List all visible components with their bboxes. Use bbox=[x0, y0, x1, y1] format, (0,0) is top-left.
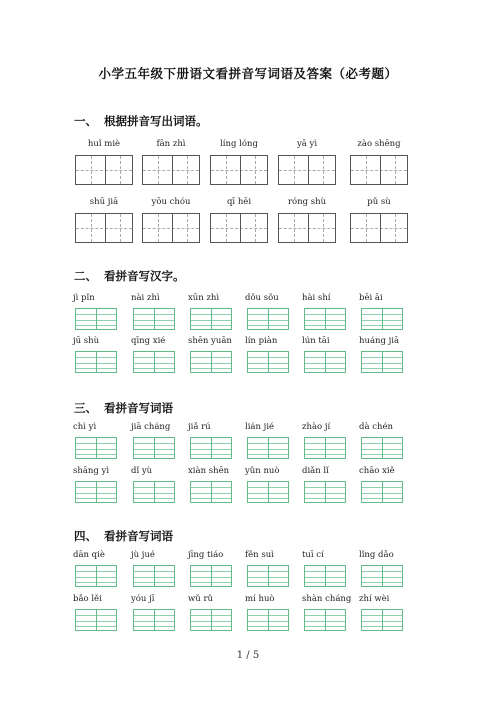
cell-divider bbox=[211, 438, 212, 458]
cell-divider bbox=[268, 352, 269, 372]
guide-line bbox=[143, 170, 199, 171]
pinyin-label: tuī cí bbox=[302, 550, 324, 560]
pinyin-label: fān zhì bbox=[156, 139, 186, 149]
answer-box[interactable] bbox=[133, 565, 175, 587]
answer-box[interactable] bbox=[247, 565, 289, 587]
pinyin-label: lǐng dǎo bbox=[359, 550, 394, 560]
answer-box[interactable] bbox=[75, 351, 117, 373]
guide-line bbox=[120, 214, 121, 242]
guide-line bbox=[211, 228, 267, 229]
cell-divider bbox=[211, 610, 212, 630]
answer-box[interactable] bbox=[361, 308, 403, 330]
answer-box[interactable] bbox=[304, 609, 346, 631]
pinyin-label: xūn zhì bbox=[188, 293, 220, 303]
pinyin-label: qī hēi bbox=[226, 197, 252, 207]
pinyin-label: bǎo lěi bbox=[73, 594, 102, 604]
cell-divider bbox=[325, 482, 326, 502]
cell-divider bbox=[105, 214, 106, 242]
pinyin-label: dǐ yù bbox=[131, 466, 153, 476]
answer-box[interactable] bbox=[133, 609, 175, 631]
cell-divider bbox=[105, 156, 106, 184]
cell-divider bbox=[96, 309, 97, 329]
answer-box[interactable] bbox=[304, 308, 346, 330]
pinyin-label: shēn yuān bbox=[188, 336, 232, 346]
cell-divider bbox=[96, 610, 97, 630]
section-number: 四、 bbox=[74, 529, 97, 543]
cell-divider bbox=[211, 482, 212, 502]
answer-box[interactable] bbox=[361, 609, 403, 631]
pinyin-label: lín piàn bbox=[245, 336, 278, 346]
pinyin-label: pǔ sù bbox=[367, 197, 391, 207]
pinyin-label: xiàn shēn bbox=[188, 466, 230, 476]
answer-box[interactable] bbox=[247, 351, 289, 373]
cell-divider bbox=[308, 156, 309, 184]
guide-line bbox=[255, 156, 256, 184]
guide-line bbox=[158, 156, 159, 184]
cell-divider bbox=[325, 352, 326, 372]
cell-divider bbox=[172, 214, 173, 242]
pinyin-label: hài shí bbox=[302, 293, 331, 303]
guide-line bbox=[351, 228, 407, 229]
pinyin-label: shū jiā bbox=[89, 197, 119, 207]
guide-line bbox=[91, 156, 92, 184]
pinyin-label: chì yì bbox=[73, 422, 97, 432]
cell-divider bbox=[268, 482, 269, 502]
guide-line bbox=[158, 214, 159, 242]
guide-line bbox=[395, 156, 396, 184]
answer-box[interactable] bbox=[190, 565, 232, 587]
pinyin-label: róng shù bbox=[287, 197, 327, 207]
guide-line bbox=[351, 170, 407, 171]
guide-line bbox=[120, 156, 121, 184]
cell-divider bbox=[380, 156, 381, 184]
answer-box[interactable] bbox=[278, 155, 336, 185]
section-title: 看拼音写汉字。 bbox=[104, 269, 185, 283]
pinyin-label: bēi āi bbox=[359, 293, 383, 303]
pinyin-label: nài zhì bbox=[131, 293, 160, 303]
section-heading bbox=[74, 268, 185, 284]
cell-divider bbox=[172, 156, 173, 184]
answer-box[interactable] bbox=[210, 155, 268, 185]
answer-box[interactable] bbox=[190, 481, 232, 503]
answer-box[interactable] bbox=[190, 437, 232, 459]
page-title: 小学五年级下册语文看拼音写词语及答案（必考题） bbox=[98, 66, 398, 81]
guide-line bbox=[76, 228, 132, 229]
section-heading bbox=[74, 528, 173, 544]
cell-divider bbox=[154, 352, 155, 372]
pinyin-label: diǎn lǐ bbox=[302, 466, 329, 476]
pinyin-label: líng lóng bbox=[220, 139, 258, 149]
cell-divider bbox=[382, 566, 383, 586]
guide-line bbox=[187, 214, 188, 242]
answer-box[interactable] bbox=[75, 609, 117, 631]
answer-box[interactable] bbox=[142, 155, 200, 185]
pinyin-label: dān qiè bbox=[73, 550, 105, 560]
guide-line bbox=[323, 156, 324, 184]
answer-box[interactable] bbox=[75, 437, 117, 459]
pinyin-label: qīng xié bbox=[131, 336, 166, 346]
pinyin-label: jīng tiáo bbox=[188, 550, 224, 560]
pinyin-label: huǐ miè bbox=[87, 139, 121, 149]
pinyin-label: jū shù bbox=[73, 336, 100, 346]
pinyin-label: shàn cháng bbox=[302, 594, 352, 604]
pinyin-label: huáng jiā bbox=[359, 336, 400, 346]
answer-box[interactable] bbox=[247, 437, 289, 459]
cell-divider bbox=[154, 438, 155, 458]
cell-divider bbox=[268, 566, 269, 586]
cell-divider bbox=[154, 309, 155, 329]
guide-line bbox=[366, 214, 367, 242]
section-heading bbox=[74, 400, 173, 416]
cell-divider bbox=[382, 482, 383, 502]
cell-divider bbox=[308, 214, 309, 242]
pinyin-label: zhí wèi bbox=[359, 594, 390, 604]
pinyin-label: zhào jí bbox=[302, 422, 331, 432]
pinyin-label: jiǎ rú bbox=[188, 422, 211, 432]
cell-divider bbox=[240, 214, 241, 242]
cell-divider bbox=[382, 309, 383, 329]
cell-divider bbox=[268, 438, 269, 458]
cell-divider bbox=[325, 438, 326, 458]
section-title: 看拼音写词语 bbox=[104, 529, 173, 543]
cell-divider bbox=[325, 309, 326, 329]
answer-box[interactable] bbox=[190, 609, 232, 631]
cell-divider bbox=[382, 610, 383, 630]
cell-divider bbox=[154, 566, 155, 586]
answer-box[interactable] bbox=[75, 155, 133, 185]
cell-divider bbox=[211, 566, 212, 586]
answer-box[interactable] bbox=[304, 437, 346, 459]
answer-box[interactable] bbox=[361, 351, 403, 373]
answer-box[interactable] bbox=[142, 213, 200, 243]
answer-box[interactable] bbox=[75, 481, 117, 503]
pinyin-label: jì pǐn bbox=[73, 293, 95, 303]
guide-line bbox=[279, 170, 335, 171]
cell-divider bbox=[96, 566, 97, 586]
guide-line bbox=[294, 214, 295, 242]
answer-box[interactable] bbox=[190, 351, 232, 373]
cell-divider bbox=[96, 438, 97, 458]
section-number: 三、 bbox=[74, 401, 97, 415]
answer-box[interactable] bbox=[133, 437, 175, 459]
pinyin-label: dǒu sǒu bbox=[245, 293, 279, 303]
section-title: 看拼音写词语 bbox=[104, 401, 173, 415]
cell-divider bbox=[211, 309, 212, 329]
answer-box[interactable] bbox=[75, 565, 117, 587]
cell-divider bbox=[240, 156, 241, 184]
pinyin-label: yā yì bbox=[296, 139, 318, 149]
guide-line bbox=[211, 170, 267, 171]
guide-line bbox=[255, 214, 256, 242]
answer-box[interactable] bbox=[350, 155, 408, 185]
guide-line bbox=[294, 156, 295, 184]
guide-line bbox=[323, 214, 324, 242]
answer-box[interactable] bbox=[304, 565, 346, 587]
pinyin-label: mí huò bbox=[245, 594, 275, 604]
pinyin-label: shāng yì bbox=[73, 466, 110, 476]
pinyin-label: yóu jī bbox=[131, 594, 155, 604]
answer-box[interactable] bbox=[247, 481, 289, 503]
cell-divider bbox=[154, 482, 155, 502]
pinyin-label: yǔn nuò bbox=[245, 466, 280, 476]
answer-box[interactable] bbox=[75, 213, 133, 243]
guide-line bbox=[91, 214, 92, 242]
pinyin-label: wǔ rǔ bbox=[188, 594, 213, 604]
cell-divider bbox=[380, 214, 381, 242]
answer-box[interactable] bbox=[247, 308, 289, 330]
guide-line bbox=[395, 214, 396, 242]
guide-line bbox=[76, 170, 132, 171]
pinyin-label: jiā cháng bbox=[131, 422, 171, 432]
answer-box[interactable] bbox=[361, 437, 403, 459]
cell-divider bbox=[211, 352, 212, 372]
guide-line bbox=[143, 228, 199, 229]
pinyin-label: yōu chóu bbox=[151, 197, 191, 207]
answer-box[interactable] bbox=[361, 565, 403, 587]
cell-divider bbox=[325, 566, 326, 586]
guide-line bbox=[187, 156, 188, 184]
cell-divider bbox=[154, 610, 155, 630]
answer-box[interactable] bbox=[133, 308, 175, 330]
pinyin-label: lián jié bbox=[245, 422, 275, 432]
pinyin-label: chāo xiě bbox=[359, 466, 395, 476]
page-number: 1 / 5 bbox=[236, 650, 260, 661]
answer-box[interactable] bbox=[247, 609, 289, 631]
guide-line bbox=[226, 156, 227, 184]
guide-line bbox=[226, 214, 227, 242]
cell-divider bbox=[268, 309, 269, 329]
cell-divider bbox=[96, 352, 97, 372]
cell-divider bbox=[382, 438, 383, 458]
pinyin-label: zào shēng bbox=[357, 139, 401, 149]
answer-box[interactable] bbox=[190, 308, 232, 330]
answer-box[interactable] bbox=[133, 481, 175, 503]
answer-box[interactable] bbox=[75, 308, 117, 330]
guide-line bbox=[279, 228, 335, 229]
cell-divider bbox=[382, 352, 383, 372]
answer-box[interactable] bbox=[278, 213, 336, 243]
pinyin-label: fěn suì bbox=[245, 550, 274, 560]
cell-divider bbox=[96, 482, 97, 502]
pinyin-label: jù jué bbox=[131, 550, 155, 560]
answer-box[interactable] bbox=[361, 481, 403, 503]
cell-divider bbox=[268, 610, 269, 630]
pinyin-label: dà chén bbox=[359, 422, 393, 432]
answer-box[interactable] bbox=[350, 213, 408, 243]
answer-box[interactable] bbox=[133, 351, 175, 373]
pinyin-label: lún tāi bbox=[302, 336, 330, 346]
answer-box[interactable] bbox=[304, 481, 346, 503]
section-number: 一、 bbox=[74, 114, 97, 128]
section-heading bbox=[74, 113, 208, 129]
answer-box[interactable] bbox=[304, 351, 346, 373]
section-title: 根据拼音写出词语。 bbox=[104, 114, 208, 128]
section-number: 二、 bbox=[74, 269, 97, 283]
answer-box[interactable] bbox=[210, 213, 268, 243]
cell-divider bbox=[325, 610, 326, 630]
guide-line bbox=[366, 156, 367, 184]
